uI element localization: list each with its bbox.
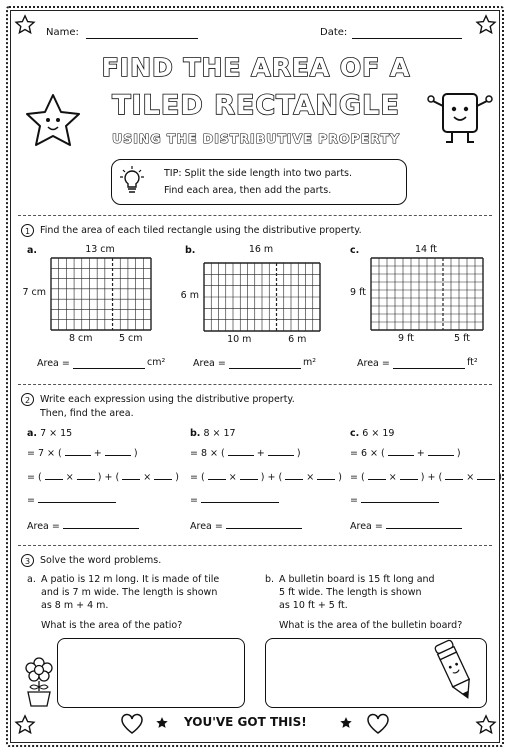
partial-products-step: = ( × ) + ( × )	[190, 472, 342, 483]
answer-blank[interactable]	[317, 471, 335, 480]
corner-star-icon	[14, 14, 36, 36]
step-prefix: = 8 × (	[190, 448, 225, 459]
equals-sign: =	[190, 472, 198, 483]
answer-blank[interactable]	[368, 471, 386, 480]
problem3b-line3: as 10 ft + 5 ft.	[279, 600, 348, 611]
area-row	[350, 520, 462, 532]
answer-blank[interactable]	[201, 494, 279, 503]
answer-blank[interactable]	[105, 447, 131, 456]
date-label: Date:	[320, 27, 348, 38]
section3-number: 3	[21, 554, 34, 567]
equals-sign: =	[350, 472, 358, 483]
right-part-label: 5 ft	[454, 333, 470, 344]
tiled-rectangle-grid	[203, 262, 321, 332]
happy-block-icon	[425, 82, 495, 152]
problem3a-answer-box[interactable]	[57, 638, 245, 708]
corner-star-icon	[475, 714, 497, 736]
times-sign: ×	[228, 472, 237, 483]
area-label: Area =	[27, 521, 60, 532]
area-unit: cm²	[147, 357, 166, 368]
heart-icon	[120, 713, 144, 735]
tip-line1: TIP: Split the side length into two parts.	[164, 168, 353, 179]
problem-letter: a.	[27, 245, 38, 256]
answer-blank[interactable]	[154, 471, 172, 480]
equals-sign: =	[27, 495, 35, 506]
answer-blank[interactable]	[77, 471, 95, 480]
area-answer-line[interactable]	[73, 368, 145, 369]
times-sign: ×	[388, 472, 397, 483]
answer-blank[interactable]	[388, 447, 414, 456]
close-paren: )	[456, 448, 461, 459]
title-line2: TILED RECTANGLE	[112, 90, 400, 121]
problem-letter: b.	[185, 245, 196, 256]
area-answer-line[interactable]	[229, 368, 301, 369]
times-sign: ×	[65, 472, 74, 483]
sum-step	[190, 494, 279, 506]
sum-step	[27, 494, 116, 506]
close-paren: )	[133, 448, 138, 459]
problem3b-question: What is the area of the bulletin board?	[279, 620, 463, 631]
answer-blank[interactable]	[208, 471, 226, 480]
area-unit: m²	[303, 357, 317, 368]
area-label: Area =	[37, 358, 70, 369]
problem3a-letter: a.	[27, 574, 36, 585]
distribute-step	[27, 447, 138, 459]
pencil-character-icon	[432, 636, 480, 704]
section1-instruction: Find the area of each tiled rectangle using the distributive property.	[40, 225, 362, 236]
distribute-step	[190, 447, 301, 459]
heart-icon	[366, 713, 390, 735]
corner-star-icon	[14, 714, 36, 736]
answer-blank[interactable]	[228, 447, 254, 456]
problem3b-line1: A bulletin board is 15 ft long and	[279, 574, 435, 585]
area-unit: ft²	[467, 357, 478, 368]
plus-sign: +	[256, 448, 265, 459]
answer-blank[interactable]	[445, 471, 463, 480]
answer-blank[interactable]	[63, 520, 139, 529]
problem3a-line1: A patio is 12 m long. It is made of tile	[41, 574, 220, 585]
smiling-star-icon	[22, 92, 84, 150]
problem-letter: a.	[27, 428, 38, 439]
name-field[interactable]	[86, 38, 198, 39]
left-part-label: 8 cm	[68, 333, 93, 344]
top-length-label: 16 m	[248, 244, 274, 255]
step-prefix: = 6 × (	[350, 448, 385, 459]
corner-star-icon	[475, 14, 497, 36]
area-label: Area =	[350, 521, 383, 532]
answer-blank[interactable]	[268, 447, 294, 456]
name-label: Name:	[46, 27, 79, 38]
section1-number: 1	[21, 224, 34, 237]
date-field[interactable]	[352, 38, 462, 39]
expression-title	[350, 428, 394, 439]
problem-letter: c.	[350, 428, 360, 439]
flower-pot-icon	[22, 655, 56, 707]
times-sign: ×	[143, 472, 152, 483]
times-sign: ×	[466, 472, 475, 483]
distribute-step	[350, 447, 461, 459]
expression-title	[190, 428, 236, 439]
times-sign: ×	[306, 472, 315, 483]
answer-blank[interactable]	[45, 471, 63, 480]
divider	[18, 384, 492, 385]
plus-sign: +	[93, 448, 102, 459]
close-paren: )	[296, 448, 301, 459]
left-part-label: 9 ft	[398, 333, 414, 344]
area-label: Area =	[193, 358, 226, 369]
tip-line2: Find each area, then add the parts.	[164, 185, 332, 196]
problem3a-line2: and is 7 m wide. The length is shown	[41, 587, 218, 598]
section2-number: 2	[21, 393, 34, 406]
problem3a-question: What is the area of the patio?	[41, 620, 183, 631]
divider	[18, 545, 492, 546]
plus-sign: +	[104, 472, 113, 483]
equals-sign: =	[27, 472, 35, 483]
right-part-label: 6 m	[288, 334, 307, 345]
section2-instruction2: Then, find the area.	[40, 408, 134, 419]
problem3a-line3: as 8 m + 4 m.	[41, 600, 109, 611]
area-label: Area =	[190, 521, 223, 532]
area-row	[190, 520, 302, 532]
answer-blank[interactable]	[361, 494, 439, 503]
answer-blank[interactable]	[428, 447, 454, 456]
top-length-label: 14 ft	[414, 244, 437, 255]
top-length-label: 13 cm	[85, 244, 115, 255]
right-part-label: 5 cm	[118, 333, 143, 344]
expression: 7 × 15	[40, 428, 73, 439]
answer-blank[interactable]	[477, 471, 495, 480]
answer-blank[interactable]	[65, 447, 91, 456]
lightbulb-icon	[120, 166, 144, 198]
area-row	[27, 520, 139, 532]
answer-blank[interactable]	[122, 471, 140, 480]
sum-step	[350, 494, 439, 506]
expression: 6 × 19	[362, 428, 395, 439]
title-subtitle: USING THE DISTRIBUTIVE PROPERTY	[112, 131, 400, 146]
plus-sign: +	[427, 472, 436, 483]
area-answer-line[interactable]	[393, 368, 465, 369]
tip-box	[111, 159, 407, 205]
answer-blank[interactable]	[226, 520, 302, 529]
problem3b-line2: 5 ft wide. The length is shown	[279, 587, 422, 598]
tiled-rectangle-grid	[50, 257, 152, 331]
answer-blank[interactable]	[400, 471, 418, 480]
area-label: Area =	[357, 358, 390, 369]
divider	[18, 215, 492, 216]
small-star-icon	[339, 716, 353, 730]
title-line1: FIND THE AREA OF A	[101, 53, 411, 82]
expression: 8 × 17	[203, 428, 236, 439]
small-star-icon	[155, 716, 169, 730]
partial-products-step: = ( × ) + ( × )	[350, 472, 502, 483]
equals-sign: =	[190, 495, 198, 506]
problem-letter: b.	[190, 428, 201, 439]
problem-letter: c.	[350, 245, 360, 256]
title-block	[60, 48, 452, 152]
answer-blank[interactable]	[240, 471, 258, 480]
answer-blank[interactable]	[285, 471, 303, 480]
footer-message: YOU'VE GOT THIS!	[184, 715, 307, 729]
expression-title	[27, 428, 72, 439]
side-length-label: 7 cm	[22, 287, 46, 298]
answer-blank[interactable]	[386, 520, 462, 529]
tiled-rectangle-grid	[370, 257, 484, 331]
plus-sign: +	[416, 448, 425, 459]
left-part-label: 10 m	[227, 334, 252, 345]
section3-instruction: Solve the word problems.	[40, 555, 162, 566]
side-length-label: 6 m	[180, 290, 199, 301]
partial-products-step: = ( × ) + ( × )	[27, 472, 179, 483]
side-length-label: 9 ft	[350, 287, 366, 298]
step-prefix: = 7 × (	[27, 448, 62, 459]
plus-sign: +	[267, 472, 276, 483]
equals-sign: =	[350, 495, 358, 506]
problem3b-letter: b.	[265, 574, 275, 585]
section2-instruction1: Write each expression using the distributive property.	[40, 394, 295, 405]
answer-blank[interactable]	[38, 494, 116, 503]
